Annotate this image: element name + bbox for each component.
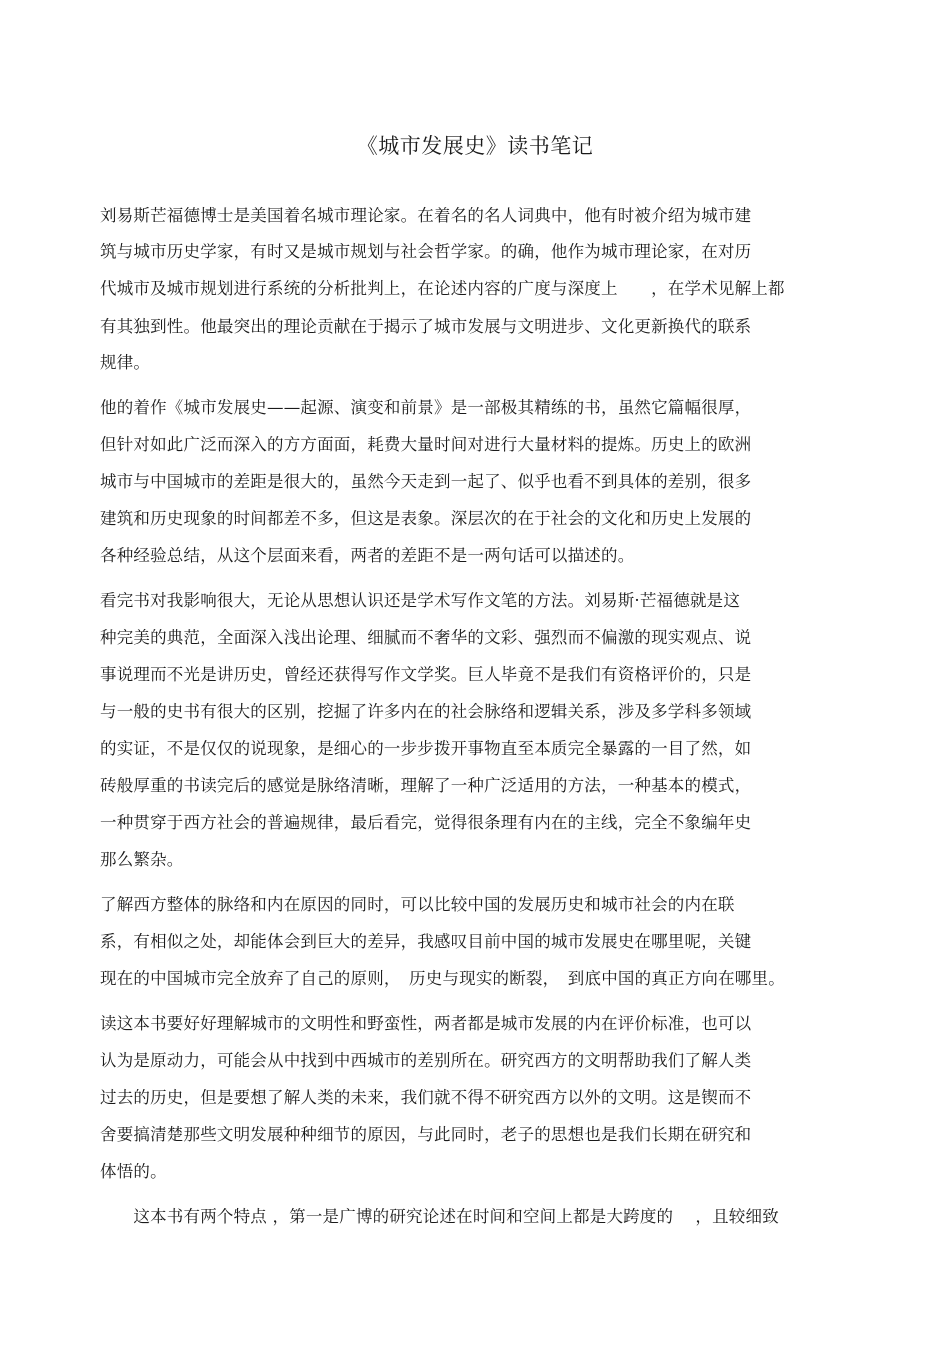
paragraph-2-line-1: 他的着作《城市发展史——起源、演变和前景》是一部极其精练的书，虽然它篇幅很厚， — [100, 398, 752, 417]
paragraph-3-line-7: 一种贯穿于西方社会的普遍规律，最后看完，觉得很条理有内在的主线，完全不象编年史 — [100, 813, 752, 832]
paragraph-5-line-4: 舍要搞清楚那些文明发展种种细节的原因，与此同时，老子的思想也是我们长期在研究和 — [100, 1125, 752, 1144]
paragraph-1-line-4: 有其独到性。他最突出的理论贡献在于揭示了城市发展与文明进步、文化更新换代的联系 — [100, 317, 752, 336]
paragraph-5-line-2: 认为是原动力，可能会从中找到中西城市的差别所在。研究西方的文明帮助我们了解人类 — [100, 1051, 752, 1070]
paragraph-3-line-2: 种完美的典范，全面深入浅出论理、细腻而不奢华的文彩、强烈而不偏激的现实观点、说 — [100, 628, 752, 647]
paragraph-1-line-1: 刘易斯芒福德博士是美国着名城市理论家。在着名的名人词典中，他有时被介绍为城市建 — [100, 206, 752, 225]
paragraph-5-line-1: 读这本书要好好理解城市的文明性和野蛮性，两者都是城市发展的内在评价标准，也可以 — [100, 1014, 752, 1033]
paragraph-1-line-5: 规律。 — [100, 353, 151, 372]
paragraph-2-line-3: 城市与中国城市的差距是很大的，虽然今天走到一起了、似乎也看不到具体的差别，很多 — [100, 472, 752, 491]
paragraph-1-line-3: 代城市及城市规划进行系统的分析批判上，在论述内容的广度与深度上 ，在学术见解上都 — [100, 279, 785, 298]
paragraph-3-line-8: 那么繁杂。 — [100, 850, 184, 869]
paragraph-4-line-1: 了解西方整体的脉络和内在原因的同时，可以比较中国的发展历史和城市社会的内在联 — [100, 895, 735, 914]
paragraph-4-line-2: 系，有相似之处，却能体会到巨大的差异，我感叹目前中国的城市发展史在哪里呢，关键 — [100, 932, 752, 951]
paragraph-2-line-4: 建筑和历史现象的时间都差不多，但这是表象。深层次的在于社会的文化和历史上发展的 — [100, 509, 752, 528]
document-title: 《城市发展史》读书笔记 — [356, 134, 594, 158]
paragraph-2-line-2: 但针对如此广泛而深入的方方面面，耗费大量时间对进行大量材料的提炼。历史上的欧洲 — [100, 435, 752, 454]
paragraph-3-line-3: 事说理而不光是讲历史，曾经还获得写作文学奖。巨人毕竟不是我们有资格评价的，只是 — [100, 665, 752, 684]
paragraph-3-line-6: 砖般厚重的书读完后的感觉是脉络清晰，理解了一种广泛适用的方法，一种基本的模式， — [100, 776, 752, 795]
paragraph-3-line-5: 的实证，不是仅仅的说现象，是细心的一步步拨开事物直至本质完全暴露的一目了然，如 — [100, 739, 752, 758]
paragraph-4-line-3: 现在的中国城市完全放弃了自己的原则， 历史与现实的断裂， 到底中国的真正方向在哪里。 — [100, 969, 785, 988]
paragraph-5-line-5: 体悟的。 — [100, 1162, 167, 1181]
paragraph-6-line-1: 这本书有两个特点 ，第一是广博的研究论述在时间和空间上都是大跨度的 ，且较细致 — [100, 1207, 779, 1226]
paragraph-1-line-2: 筑与城市历史学家，有时又是城市规划与社会哲学家。的确，他作为城市理论家，在对历 — [100, 242, 752, 261]
paragraph-5-line-3: 过去的历史，但是要想了解人类的未来，我们就不得不研究西方以外的文明。这是锲而不 — [100, 1088, 752, 1107]
paragraph-3-line-4: 与一般的史书有很大的区别，挖掘了许多内在的社会脉络和逻辑关系，涉及多学科多领域 — [100, 702, 752, 721]
paragraph-3-line-1: 看完书对我影响很大，无论从思想认识还是学术写作文笔的方法。刘易斯·芒福德就是这 — [100, 591, 741, 610]
paragraph-2-line-5: 各种经验总结，从这个层面来看，两者的差距不是一两句话可以描述的。 — [100, 546, 635, 565]
